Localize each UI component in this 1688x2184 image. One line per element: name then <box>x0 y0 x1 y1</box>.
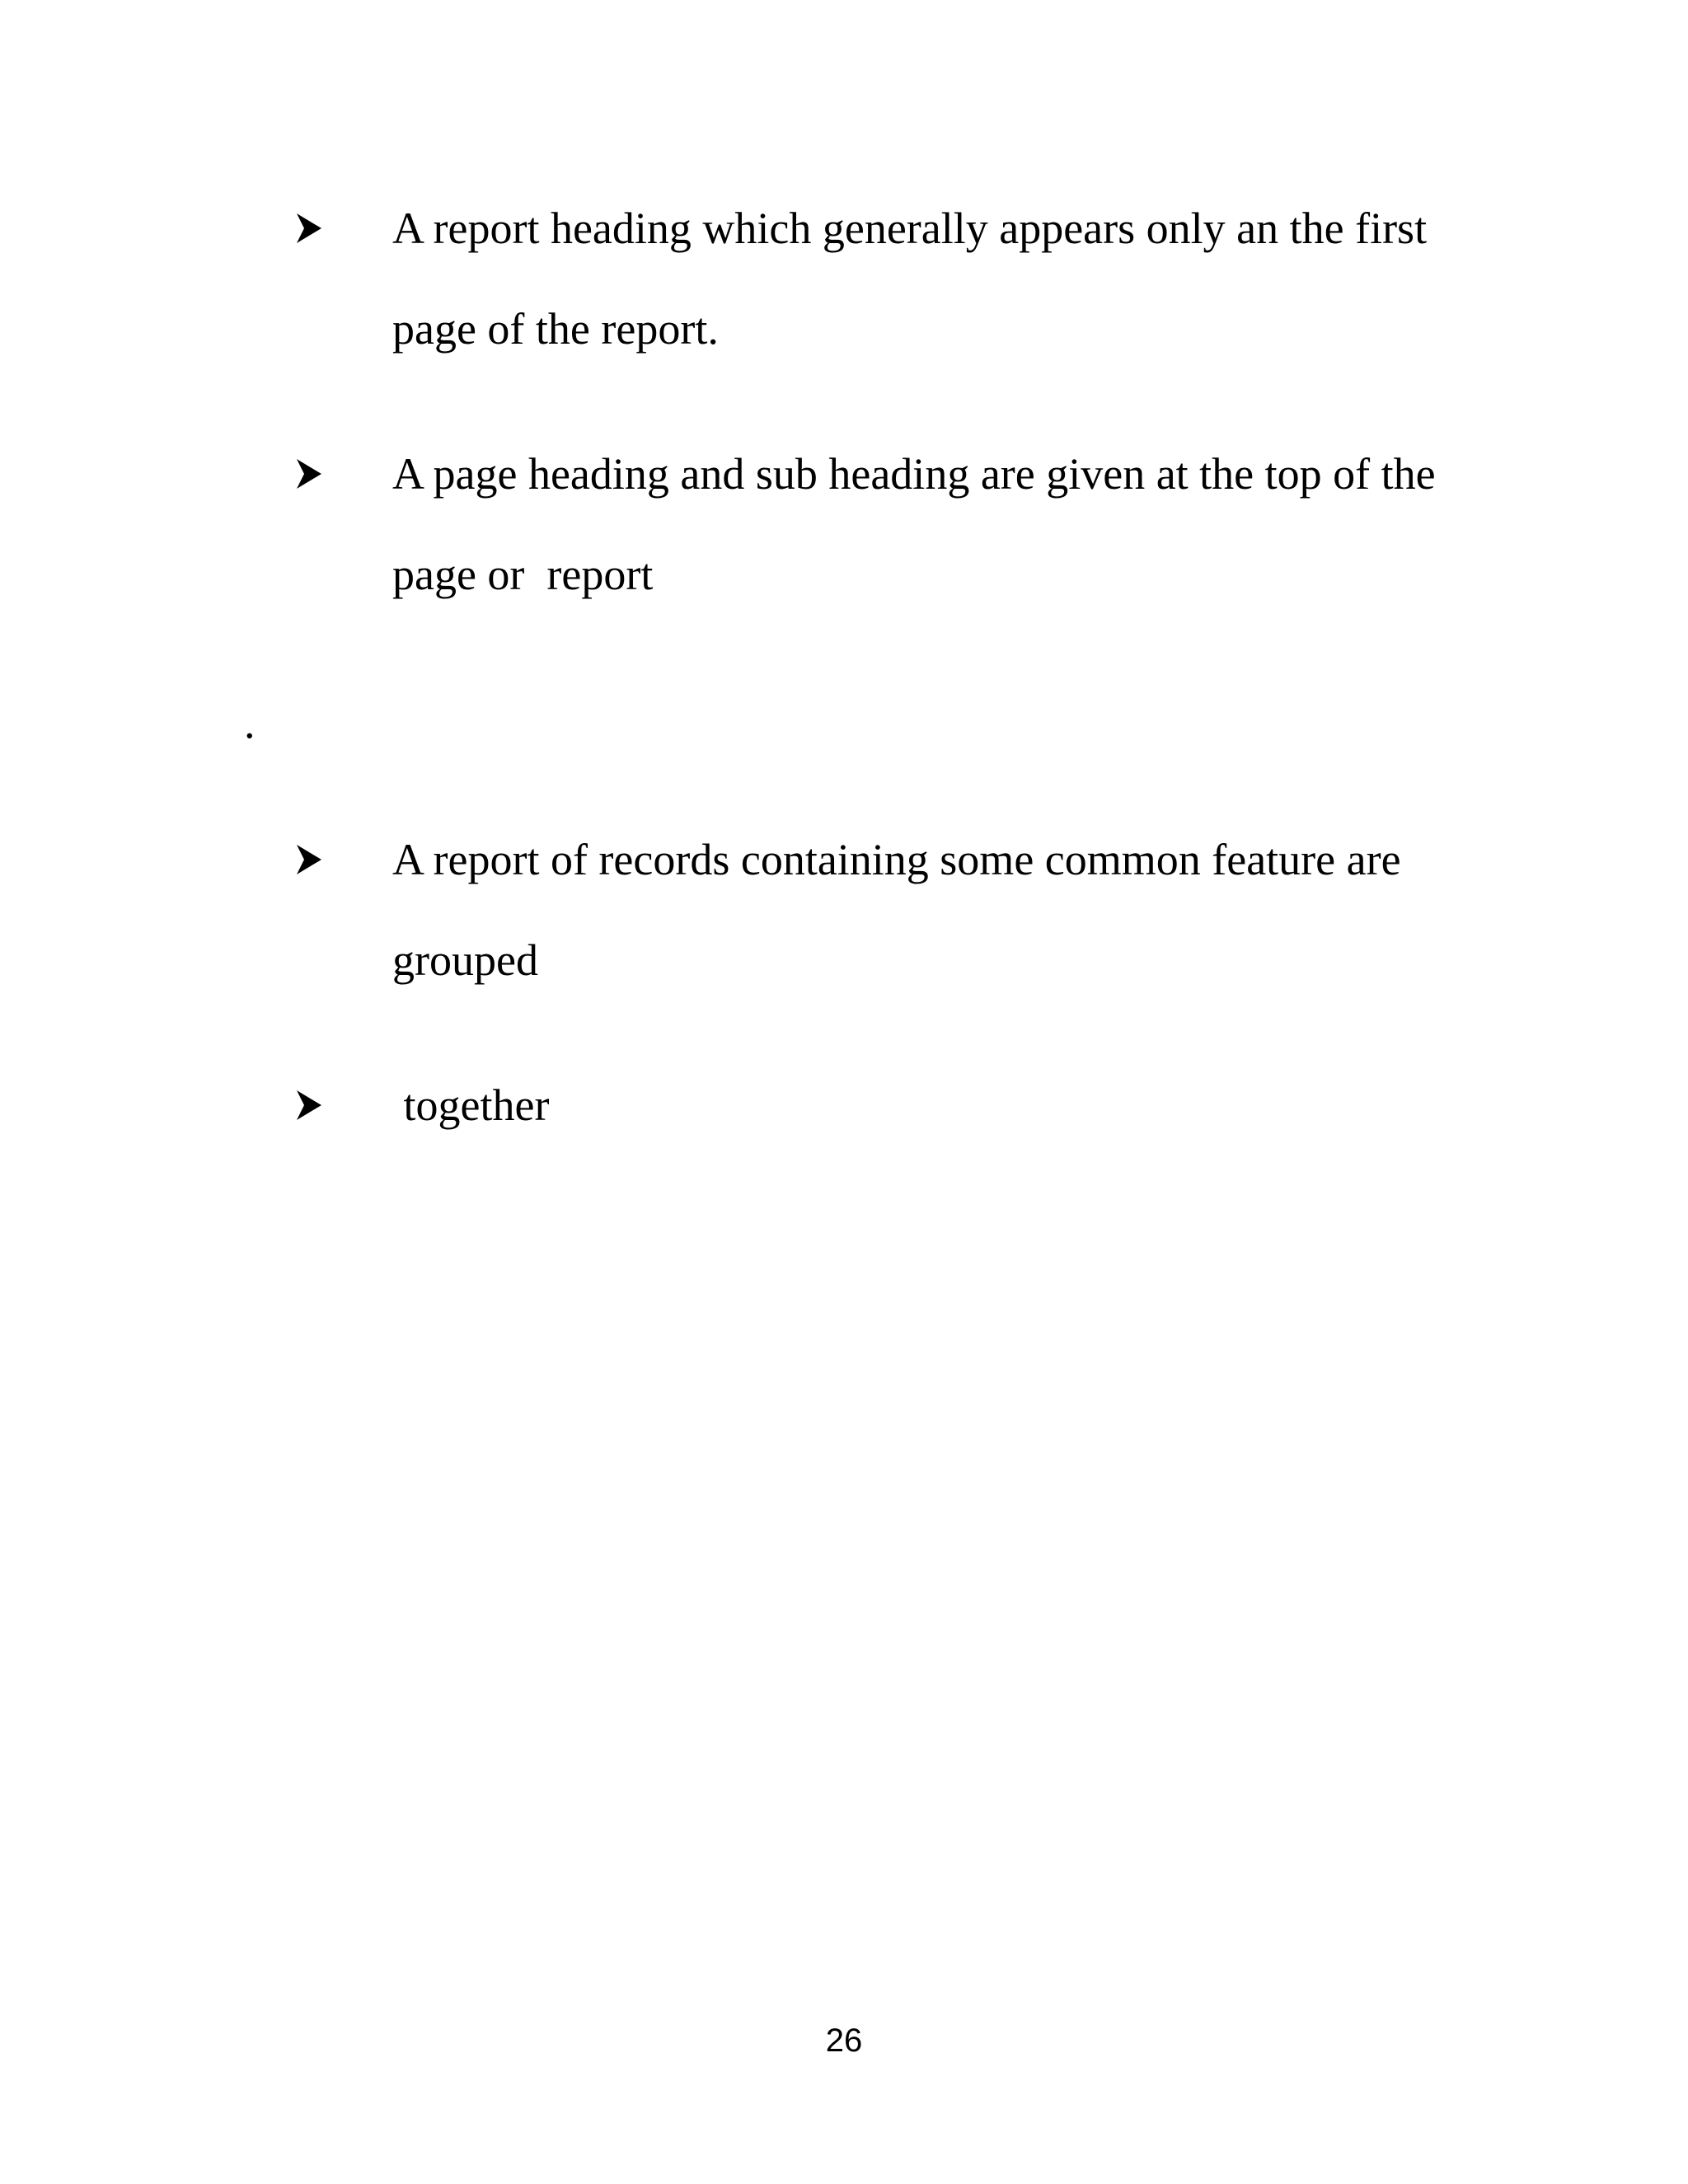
bullet-2-line-2: page or report <box>392 550 654 599</box>
bullet-3-line-2: grouped <box>392 935 538 985</box>
page-number: 26 <box>825 2022 863 2059</box>
bullet-1-line-2: page of the report. <box>392 304 719 354</box>
bullet-3-line-1: A report of records containing some common feature are <box>392 835 1401 884</box>
bullet-1-line-1: A report heading which generally appears only an the first <box>392 204 1428 253</box>
arrowhead-bullet-icon <box>295 843 323 876</box>
arrowhead-bullet-icon <box>295 1089 323 1122</box>
stray-period: . <box>244 698 256 748</box>
bullet-2-line-1: A page heading and sub heading are given at the top of the <box>392 449 1436 499</box>
arrowhead-bullet-icon <box>295 457 323 490</box>
arrowhead-bullet-icon <box>295 212 323 245</box>
bullet-4-line-1: together <box>392 1080 550 1130</box>
